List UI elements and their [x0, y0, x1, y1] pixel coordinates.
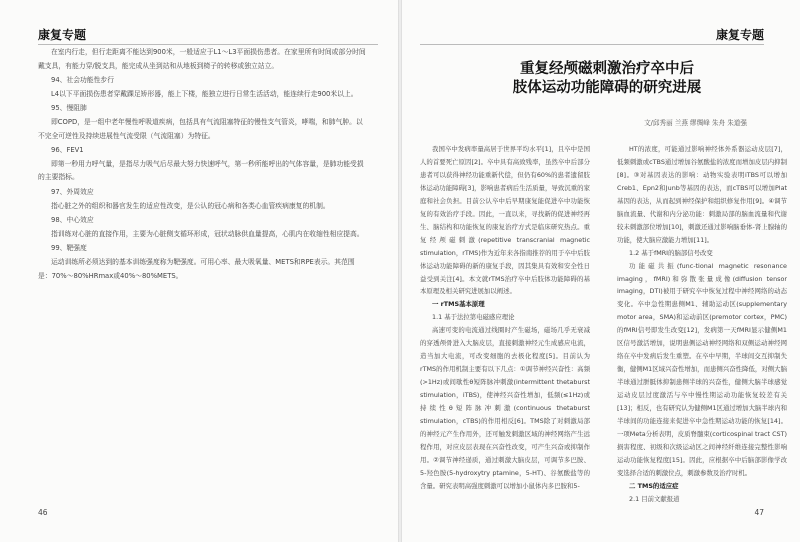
glossary-paragraph: 运动训练所必须达到的基本训练强度称为靶强度。可用心率、最大吸氧量、METS和RPE表示。其范围是：70%～80%HRmax或40%～80%METS。 — [38, 257, 355, 280]
body-paragraph: 高速可变的电流通过线圈时产生磁场，磁场几乎无衰减的穿透颅骨进入大脑皮层，直接刺激神经元生成感应电流，造当加大电流，可改变细胞的去极化程度[5]。目前认为rTMS的作用机制主要有以下几点：①调节神经兴奋性：高频(>1Hz)或间歇性θ短阵脉冲刺激(intermittent thetaburst stimulation，iTBS)，使神经兴奋性增加，低频(≤1Hz)或持续性θ短阵脉冲刺激(continuous thetaburst stimulation，cTBS)的作用相反[6]。TMS除了对刺激局部的神经元产生作用外，还可触发刺激区域的神经网络产生远程作用，对应皮层表现在兴奋性改变，可产生兴奋或抑制作用。②调节神经递质，通过刺激大脑皮层，可调节多巴胺、5-羟色胺(5-hydroxytry ptamine，5-HT)、谷氨酸盐等的含量。研究表明高强度刺激可以增加小鼠体内多巴胺和5- — [420, 326, 590, 490]
glossary-paragraph: 即COPD，是一组中老年慢性呼吸道疾病，包括具有气流阻塞特征的慢性支气管炎，哮喘，和肺气肿。以不完全可逆性及持续进展性气流受限（气流阻塞）为特征。 — [38, 117, 363, 140]
subsection-heading: 1.2 基于fMRI的脑部信号改变 — [629, 248, 713, 257]
section-heading: 一 rTMS基本原理 — [432, 300, 485, 309]
right-header-rule — [420, 44, 764, 45]
right-page-number: 47 — [754, 508, 764, 517]
body-paragraph: HT的浓度，可能通过影响神经体外系器运动皮层[7]，低频刺激或cTBS通过增加谷氨酸盐的浓度而增加皮层内抑制[8]。③对基因表达的影响：动物实验表明iTBS可以增加Creb1、Epn2和Junb等基因的表达，而cTBS可以增加Plat基因的表达，从而起到神经保护和组织修复作用[9]。④调节脑血流量、代谢和内分泌功能：刺激局部的脑血流量和代谢较未刺激部位增加[10]，刺激还通过影响脑垂体-肾上腺轴的功能，使大脑应激能力增加[11]。 — [617, 145, 787, 244]
body-paragraph: 功能磁共振(func-tional magnetic resonance imaging，fMRI)和弥散张量成像(diffusion tensor imaging，DTI)被用于研究卒中恢复过程中神经网络的动态变化。卒中急性期患侧M1、辅助运动区(supplementary motor area，SMA)和运动前区(premotor cortex，PMC)的fMRI信号即发生改变[12]，发病第一天fMRI显示健侧M1区信号激活增加，说明患侧运动神经网络和双侧运动神经网络在卒中发病后发生重塑。在卒中早期，半球间交互抑制失衡，健侧M1区域兴奋性增加，而患侧兴奋性降低，对侧大脑半球通过胼胝体抑制患侧半球的兴奋性，健侧大脑半球感觉运动皮层过度激活与卒中慢性期运动功能恢复较差有关[13]；相反，也有研究认为健侧M1区通过增加大脑半球内和半球间的功能连接来促进卒中急性期运动功能的恢复[14]。一项Meta分析表明，皮质脊髓束(corticospinal tract CST)损害程度、初级和次级运动区之间神经纤维连接完整性影响运动功能恢复程度[15]。因此，应根据卒中后脑部影像学改变选择合适的刺激位点，刺激参数及治疗时机。 — [617, 261, 787, 477]
left-page-number: 46 — [38, 508, 48, 517]
article-column-2 — [617, 143, 787, 506]
right-page — [402, 0, 800, 542]
right-section-header: 康复专题 — [715, 28, 764, 42]
section-heading: 二 TMS的适应症 — [629, 481, 679, 490]
glossary-term: 99、靶强度 — [51, 244, 87, 253]
glossary-term: 95、慢阻肺 — [51, 104, 87, 113]
glossary-term: 98、中心效应 — [51, 216, 94, 225]
article-column-1 — [420, 143, 590, 493]
glossary-paragraph: 指心脏之外的组织和器官发生的适应性改变，是公认的冠心病和各类心血管疾病康复的机制。 — [51, 201, 330, 210]
glossary-term: 96、FEV1 — [51, 146, 84, 155]
article-title — [462, 60, 752, 98]
left-section-header: 康复专题 — [38, 28, 87, 42]
article-title-line-2: 肢体运动功能障碍的研究进展 — [512, 80, 702, 96]
glossary-term: 97、外周效应 — [51, 187, 94, 196]
subsection-heading: 1.1 基于法拉第电磁感应理论 — [432, 313, 515, 322]
glossary-paragraph: 在室内行走，但行走距离不能达到900米，一般适应于L1～L3平面损伤患者。在家里所有时间或部分时间戴支具，有能力穿/脱支具，能完成从坐到站和从地板到椅子的转移或独立站立。 — [38, 48, 366, 70]
left-header-rule — [38, 44, 378, 45]
article-authors: 文/邱秀丽 兰燕 缪绸峰 朱舟 朱道强 — [644, 119, 747, 127]
body-paragraph: 我国卒中发病率量高居于世界平均水平[1]，且卒中是国人的首要死亡原因[2]。卒中具有高致残率，虽然卒中后部分患者可以获得神经功能重新代偿，但仍有60%的患者遗留肢体运动功能障碍[3]，影响患者病后生活质量，导致沉重的家庭和社会负担。目前公认卒中后早期康复能促进卒中功能恢复的有效治疗手段。因此，一直以来，寻找新的促进神经再生、脑结构和功能恢复的康复治疗方式是临床研究热点。重复经颅磁刺激(repetitive transcranial magnetic stimulation，rTMS)作为近年来各指南推荐的用于卒中后肢体运动功能障碍的新的康复手段，因其集具有效和安全性日益受到关注[4]。本文就rTMS治疗卒中后肢体功能障碍的基本原理及相关研究进展加以阐述。 — [420, 145, 590, 296]
glossary-paragraph: L4以下平面损伤患者穿戴踝足矫形器，能上下楼，能独立进行日常生活活动，能连续行走900米以上。 — [51, 89, 358, 98]
glossary-term: 94、社会功能性步行 — [51, 76, 115, 85]
left-glossary-text — [38, 46, 368, 283]
glossary-paragraph: 指训练对心脏的直接作用，主要为心脏侧支循环形成，冠状动脉供血量提高，心肌内在收缩性相应提高。 — [51, 229, 364, 238]
glossary-paragraph: 即第一秒用力呼气量，是指尽力吸气后尽最大努力快速呼气，第一秒所能呼出的气体容量，是肺功能受损的主要指标。 — [38, 159, 364, 182]
subsection-heading: 2.1 目前文献报道 — [629, 494, 680, 503]
left-page — [0, 0, 398, 542]
article-title-line-1: 重复经颅磁刺激治疗卒中后 — [520, 61, 694, 77]
